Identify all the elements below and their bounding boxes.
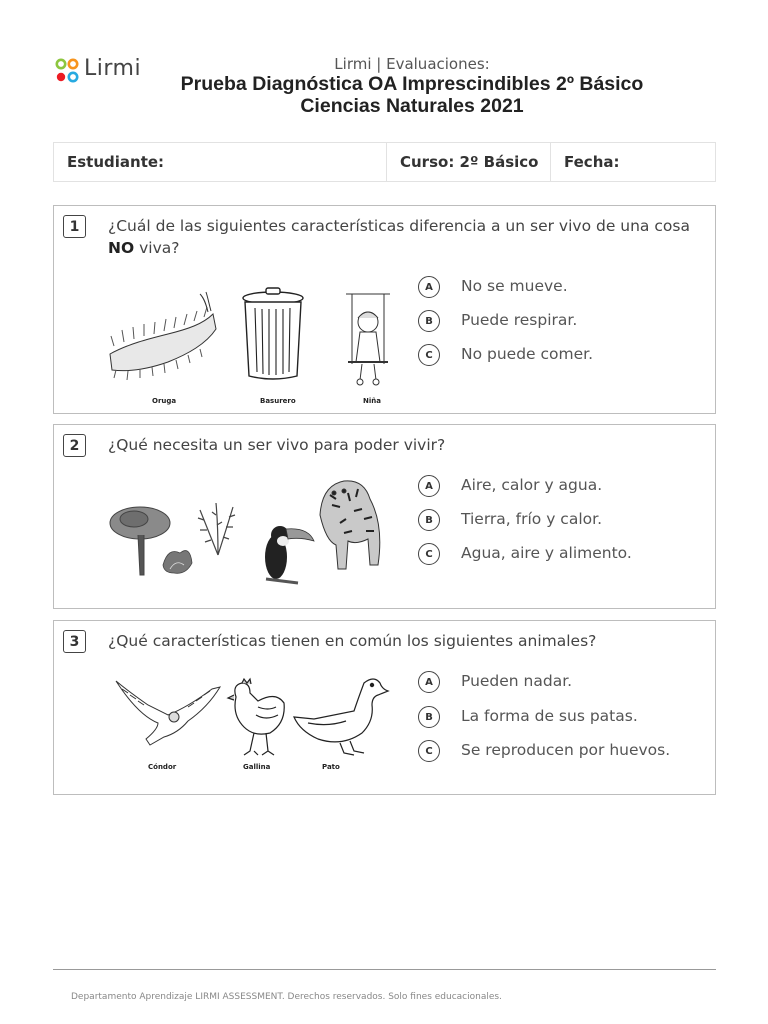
option-letter: C <box>418 740 440 762</box>
question-text-part: viva? <box>134 239 180 257</box>
image-label-trash-can: Basurero <box>260 397 296 405</box>
option-b[interactable] <box>418 509 708 533</box>
image-label-duck: Pato <box>322 763 340 771</box>
caterpillar-image <box>110 292 216 380</box>
option-b[interactable] <box>418 706 708 730</box>
question-text <box>108 215 708 259</box>
girl-on-swing-image <box>346 294 390 385</box>
question-text: ¿Qué necesita un ser vivo para poder vivir? <box>108 436 446 454</box>
question-1 <box>53 205 716 414</box>
question-number: 3 <box>63 630 86 653</box>
lirmi-logo <box>54 56 154 90</box>
question-text-emphasis: NO <box>108 239 135 257</box>
trash-can-image <box>243 288 303 379</box>
question-text: ¿Qué características tienen en común los siguientes animales? <box>108 632 597 650</box>
option-text: Pueden nadar. <box>461 672 573 690</box>
option-letter: A <box>418 276 440 298</box>
option-a[interactable] <box>418 475 708 499</box>
question-3 <box>53 620 716 795</box>
document-header <box>150 55 674 117</box>
image-label-caterpillar: Oruga <box>152 397 177 405</box>
lirmi-logo-text: Lirmi <box>84 56 142 81</box>
option-letter: C <box>418 344 440 366</box>
question-3-illustration <box>108 671 398 776</box>
image-label-girl: Niña <box>363 397 381 405</box>
question-number: 2 <box>63 434 86 457</box>
image-label-hen: Gallina <box>243 763 271 771</box>
toucan-image <box>265 526 314 583</box>
option-letter: A <box>418 671 440 693</box>
option-text: Tierra, frío y calor. <box>461 510 602 528</box>
tree-image <box>110 507 170 575</box>
student-field[interactable]: Estudiante: <box>54 143 387 181</box>
document-title-line2: Ciencias Naturales 2021 <box>300 95 524 117</box>
option-text: No puede comer. <box>461 345 594 363</box>
option-a[interactable] <box>418 276 708 300</box>
option-c[interactable] <box>418 740 708 764</box>
option-letter: B <box>418 706 440 728</box>
plant-image <box>163 551 192 574</box>
hen-image <box>228 679 284 755</box>
option-c[interactable] <box>418 543 708 567</box>
duck-image <box>294 679 388 755</box>
option-text: Agua, aire y alimento. <box>461 544 632 562</box>
fern-image <box>198 503 235 555</box>
option-text: La forma de sus patas. <box>461 707 638 725</box>
option-letter: B <box>418 509 440 531</box>
option-letter: B <box>418 310 440 332</box>
student-info-table <box>53 142 716 182</box>
option-letter: C <box>418 543 440 565</box>
footer-text: Departamento Aprendizaje LIRMI ASSESSMENT. Derechos reservados. Solo fines educacionales. <box>71 992 502 1002</box>
question-2-illustration <box>108 475 398 593</box>
option-a[interactable] <box>418 671 708 695</box>
question-number: 1 <box>63 215 86 238</box>
question-2 <box>53 424 716 609</box>
option-text: Se reproducen por huevos. <box>461 741 671 759</box>
question-text-part: ¿Cuál de las siguientes características diferencia a un ser vivo de una cosa <box>108 217 690 235</box>
lirmi-logo-icon <box>54 56 82 86</box>
option-letter: A <box>418 475 440 497</box>
option-text: Puede respirar. <box>461 311 578 329</box>
option-text: No se mueve. <box>461 277 568 295</box>
option-c[interactable] <box>418 344 708 368</box>
condor-image <box>116 681 220 745</box>
tiger-image <box>320 481 380 569</box>
option-b[interactable] <box>418 310 708 334</box>
date-field[interactable]: Fecha: <box>564 153 620 171</box>
footer-divider <box>53 969 716 970</box>
option-text: Aire, calor y agua. <box>461 476 603 494</box>
image-label-condor: Cóndor <box>148 763 177 771</box>
document-subtitle: Lirmi | Evaluaciones: <box>334 55 490 73</box>
course-field: Curso: 2º Básico <box>387 143 551 181</box>
document-title-line1: Prueba Diagnóstica OA Imprescindibles 2º Básico <box>180 73 644 95</box>
question-1-illustration <box>108 284 398 409</box>
